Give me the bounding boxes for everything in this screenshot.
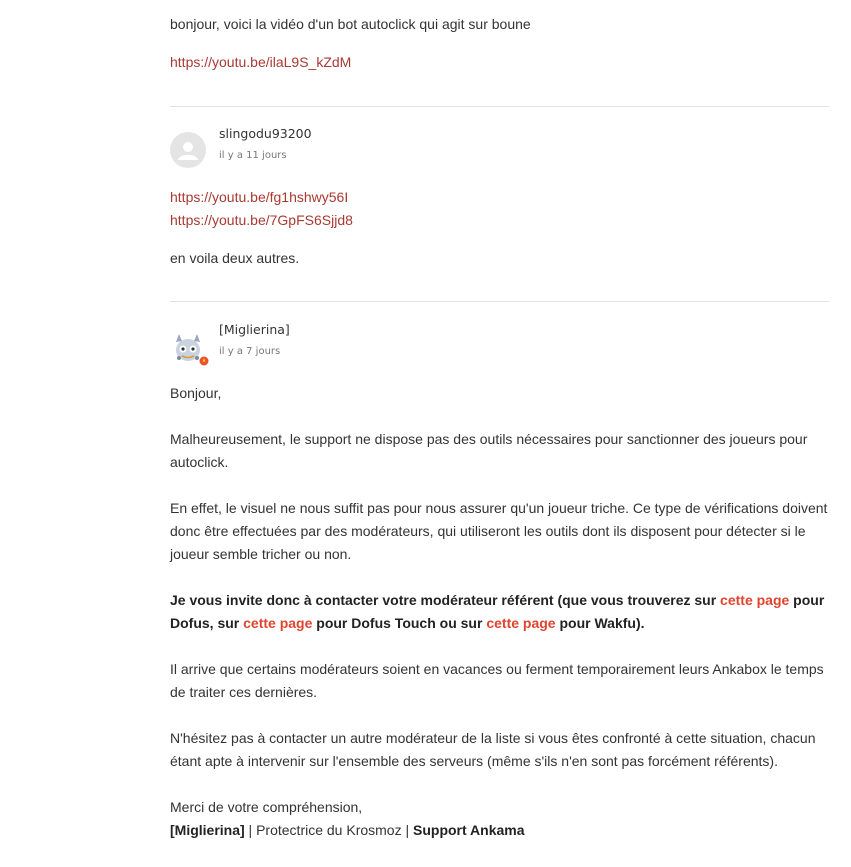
signature-team: Support Ankama [413,822,525,838]
moderator-paragraph [170,589,829,635]
wakfu-moderators-link[interactable]: cette page [486,615,556,631]
bold-text: Je vous invite donc à contacter votre modérateur référent (que vous trouverez sur [170,592,721,608]
signature [170,819,829,842]
post-2-body [170,247,829,270]
avatar[interactable] [170,330,206,366]
bold-text: pour Dofus, sur [170,592,825,631]
separator [170,301,829,302]
author-name[interactable]: slingodu93200 [219,126,312,141]
bold-text: pour Dofus Touch ou sur [312,615,487,631]
signature-role: | Protectrice du Krosmoz | [244,822,413,838]
closing: Merci de votre compréhension, [170,799,363,815]
post-2-text: en voila deux autres. [170,250,300,266]
post-2-link-2[interactable]: https://youtu.be/7GpFS6Sjjd8 [170,212,353,228]
signature-name: [Miglierina] [170,822,245,838]
post-timestamp: il y a 11 jours [219,150,287,161]
post-1-link-block [170,51,829,74]
post-2-links [170,186,829,232]
post-timestamp: il y a 7 jours [219,346,281,357]
greeting: Bonjour, [170,385,222,401]
avatar[interactable] [170,132,206,168]
post-1-link[interactable]: https://youtu.be/ilaL9S_kZdM [170,54,352,70]
bold-text: pour Wakfu). [555,615,645,631]
post-2-link-1[interactable]: https://youtu.be/fg1hshwy56I [170,189,349,205]
default-user-icon [170,132,206,168]
post-1-text: bonjour, voici la vidéo d'un bot autoclick qui agit sur boune [170,16,531,32]
paragraph: Il arrive que certains modérateurs soient en vacances ou ferment temporairement leurs Ankabox le temps de traiter ces dernières. [170,661,824,700]
dofus-touch-moderators-link[interactable]: cette page [243,615,313,631]
paragraph: N'hésitez pas à contacter un autre modérateur de la liste si vous êtes confronté à cette situation, chacun étant apte à intervenir sur l'ensemble des serveurs (même s'ils n'en sont pas forcément référents). [170,730,816,769]
separator [170,106,829,107]
post-3-body [170,382,829,842]
post-1-body [170,13,829,36]
creature-avatar-icon [170,330,212,370]
author-name[interactable]: [Miglierina] [219,322,290,337]
dofus-moderators-link[interactable]: cette page [720,592,790,608]
paragraph: En effet, le visuel ne nous suffit pas pour nous assurer qu'un joueur triche. Ce type de vérifications doivent donc être effectuées par des modérateurs, qui utiliseront les outils dont ils disposent pour détecter si le joueur semble tricher ou non. [170,500,828,562]
paragraph: Malheureusement, le support ne dispose pas des outils nécessaires pour sanctionner des joueurs pour autoclick. [170,431,808,470]
